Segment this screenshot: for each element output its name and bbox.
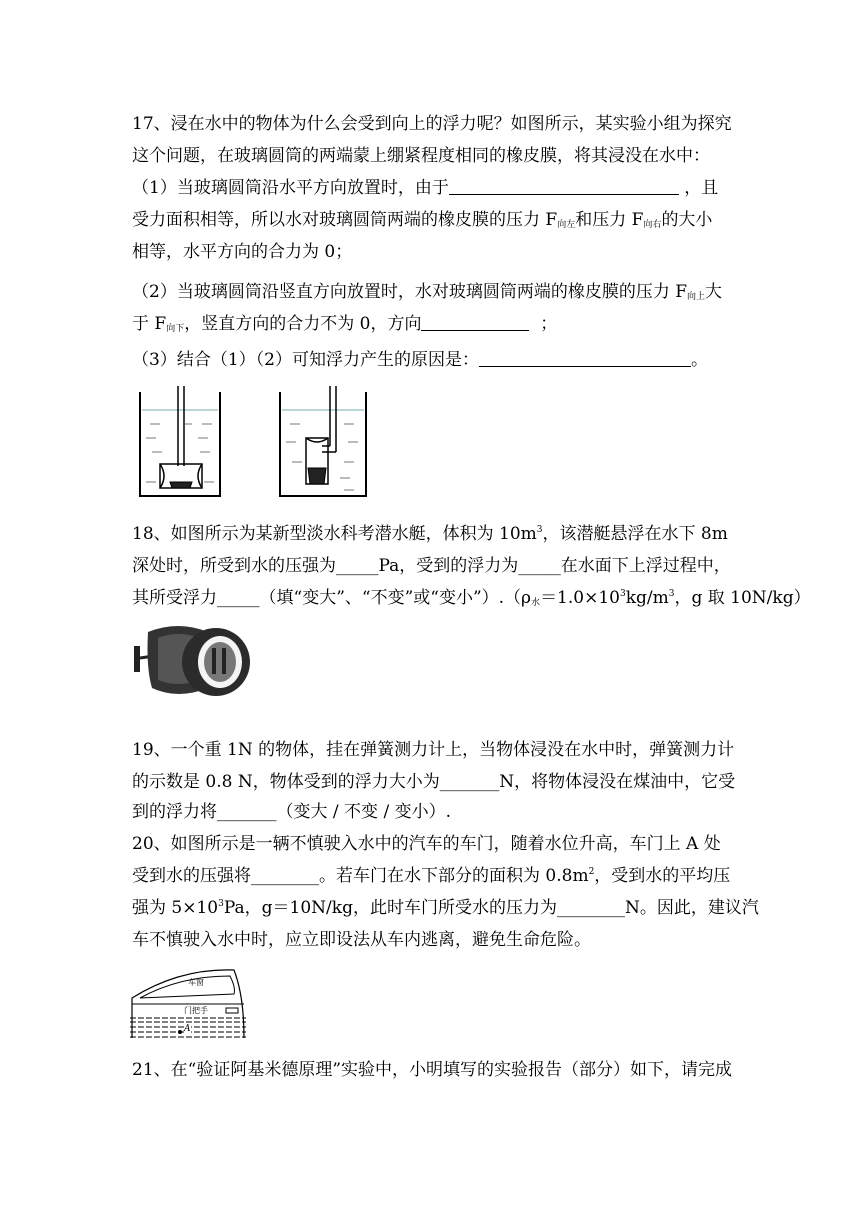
car-window-label: 车窗 [188,978,204,987]
q17-line-1: 17、浸在水中的物体为什么会受到向上的浮力呢？如图所示，某实验小组为探究 [132,114,732,134]
car-door-figure [130,966,246,1040]
q17-line-2: 这个问题，在玻璃圆筒的两端蒙上绷紧程度相同的橡皮膜，将其浸没在水中： [132,146,710,166]
q17-part2-line-2: 于 $F_{向下}$，竖直方向的合力不为 0，方向 ； [132,314,558,334]
submarine-figure [128,618,258,702]
q20-line-3: 强为 $5\times 10^3Pa$，g＝10N/kg，此时车门所受水的压力为________N。因此，建议汽 [132,898,759,918]
q17-part3: （3）结合（1）（2）可知浮力产生的原因是： 。 [132,350,708,370]
q17-part2-line-1: （2）当玻璃圆筒沿竖直方向放置时，水对玻璃圆筒两端的橡皮膜的压力 $F_{向上}$大 [132,282,723,302]
q17-part1-line-2: 受力面积相等，所以水对玻璃圆筒两端的橡皮膜的压力 $F_{向左}$和压力 $F_{向右}$的大小 [132,210,713,230]
q17-blank-2[interactable] [421,312,529,331]
q17-part1-line-1: （1）当玻璃圆筒沿水平方向放置时，由于 ，且 [132,178,719,198]
q17-blank-3[interactable] [479,348,691,367]
q19-line-1: 19、一个重 1N 的物体，挂在弹簧测力计上，当物体浸没在水中时，弹簧测力计 [132,740,735,760]
q18-line-2: 深处时，所受到水的压强为_____Pa，受到的浮力为_____在水面下上浮过程中， [132,556,731,576]
q18-line-1: 18、如图所示为某新型淡水科考潜水艇，体积为 $10m^3$，该潜艇悬浮在水下 8m [132,524,728,544]
beaker-vertical [280,386,366,496]
q17-blank-1[interactable] [449,176,679,195]
q20-line-1: 20、如图所示是一辆不慎驶入水中的汽车的车门，随着水位升高，车门上 A 处 [132,834,721,854]
beaker-horizontal [140,386,220,496]
q21-line-1: 21、在“验证阿基米德原理”实验中，小明填写的实验报告（部分）如下，请完成 [132,1060,733,1080]
q17-beaker-figure [130,386,390,502]
q19-line-3: 到的浮力将_______（变大 / 不变 / 变小）. [132,802,451,822]
point-a-label: A [184,1024,191,1034]
q19-line-2: 的示数是 0.8 N，物体受到的浮力大小为_______N，将物体浸没在煤油中，它受 [132,772,736,792]
q20-line-4: 车不慎驶入水中时，应立即设法从车内逃离，避免生命危险。 [132,930,591,950]
q17-part1-line-3: 相等，水平方向的合力为 0； [132,242,353,262]
door-handle-label: 门把手 [184,1006,208,1015]
q18-line-3: 其所受浮力_____（填“变大”、“不变”或“变小$”).(\rho_水=1.0\times 10^3kg/m^3$，g 取 10N/kg） [132,588,811,608]
q20-line-2: 受到水的压强将________。若车门在水下部分的面积为 $0.8m^2$，受到水的平均压 [132,866,731,886]
